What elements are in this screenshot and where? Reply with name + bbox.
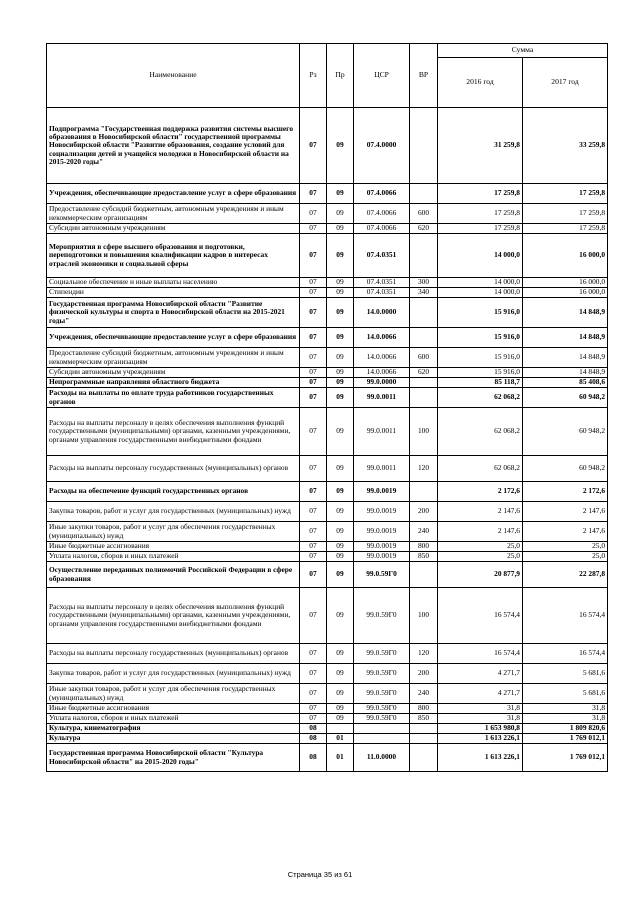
row-sum-2016-cell: 20 877,9: [438, 562, 523, 588]
row-csr-cell: 99.0.59Г0: [354, 714, 410, 724]
row-vr-cell: [410, 328, 438, 348]
row-vr-cell: [410, 298, 438, 328]
row-sum-2016-cell: 17 259,8: [438, 204, 523, 224]
row-rz-cell: 07: [300, 378, 327, 388]
row-sum-2017-cell: 60 948,2: [523, 456, 608, 482]
row-sum-2017-cell: 5 681,6: [523, 684, 608, 704]
row-csr-cell: 99.0.0019: [354, 542, 410, 552]
row-sum-2016-cell: 2 172,6: [438, 482, 523, 502]
header-name: Наименование: [47, 44, 300, 108]
row-rz-cell: 07: [300, 108, 327, 184]
row-sum-2016-cell: 2 147,6: [438, 502, 523, 522]
row-sum-2016-cell: 1 653 980,8: [438, 724, 523, 734]
table-row: [47, 388, 608, 408]
row-sum-2016-cell: 14 000,0: [438, 278, 523, 288]
table-row: [47, 408, 608, 456]
row-pr-cell: 09: [327, 378, 354, 388]
row-rz-cell: 07: [300, 684, 327, 704]
row-rz-cell: 07: [300, 368, 327, 378]
row-csr-cell: 07.4.0351: [354, 234, 410, 278]
row-csr-cell: 99.0.0019: [354, 552, 410, 562]
row-sum-2017-cell: 16 000,0: [523, 278, 608, 288]
row-pr-cell: 09: [327, 552, 354, 562]
row-vr-cell: 100: [410, 588, 438, 644]
row-csr-cell: 99.0.59Г0: [354, 644, 410, 664]
row-sum-2017-cell: 2 147,6: [523, 522, 608, 542]
row-pr-cell: 09: [327, 298, 354, 328]
row-csr-cell: 99.0.0019: [354, 522, 410, 542]
row-pr-cell: 09: [327, 456, 354, 482]
row-vr-cell: 850: [410, 714, 438, 724]
row-name-cell: Предоставление субсидий бюджетным, автономным учреждениям и иным некоммерческим организациям: [47, 204, 300, 224]
row-rz-cell: 07: [300, 348, 327, 368]
row-sum-2017-cell: 16 574,4: [523, 588, 608, 644]
row-name-cell: Иные бюджетные ассигнования: [47, 704, 300, 714]
row-pr-cell: 09: [327, 108, 354, 184]
row-rz-cell: 07: [300, 542, 327, 552]
row-name-cell: Расходы на выплаты персоналу государственных (муниципальных) органов: [47, 644, 300, 664]
row-sum-2016-cell: 14 000,0: [438, 234, 523, 278]
row-name-cell: Субсидии автономным учреждениям: [47, 368, 300, 378]
row-name-cell: Иные закупки товаров, работ и услуг для обеспечения государственных (муниципальных) нужд: [47, 522, 300, 542]
row-vr-cell: 800: [410, 704, 438, 714]
row-sum-2016-cell: 15 916,0: [438, 298, 523, 328]
row-name-cell: Уплата налогов, сборов и иных платежей: [47, 714, 300, 724]
row-name-cell: Государственная программа Новосибирской области "Культура Новосибирской области" на 2015-2020 годы": [47, 744, 300, 772]
row-pr-cell: 09: [327, 482, 354, 502]
row-rz-cell: 07: [300, 522, 327, 542]
table-row: [47, 482, 608, 502]
row-sum-2016-cell: 31,8: [438, 704, 523, 714]
row-vr-cell: [410, 734, 438, 744]
row-pr-cell: 09: [327, 234, 354, 278]
row-csr-cell: 99.0.0019: [354, 502, 410, 522]
row-name-cell: Иные бюджетные ассигнования: [47, 542, 300, 552]
row-pr-cell: 09: [327, 502, 354, 522]
row-sum-2016-cell: 25,0: [438, 542, 523, 552]
row-pr-cell: 09: [327, 562, 354, 588]
row-name-cell: Предоставление субсидий бюджетным, автономным учреждениям и иным некоммерческим организациям: [47, 348, 300, 368]
row-sum-2016-cell: 4 271,7: [438, 684, 523, 704]
row-rz-cell: 07: [300, 328, 327, 348]
page-footer: Страница 35 из 61: [287, 870, 353, 879]
row-vr-cell: 850: [410, 552, 438, 562]
row-vr-cell: 240: [410, 522, 438, 542]
table-row: [47, 184, 608, 204]
row-csr-cell: 99.0.0000: [354, 378, 410, 388]
row-vr-cell: 200: [410, 502, 438, 522]
row-sum-2017-cell: 5 681,6: [523, 664, 608, 684]
row-sum-2017-cell: 14 848,9: [523, 368, 608, 378]
table-row: [47, 588, 608, 644]
row-sum-2016-cell: 1 613 226,1: [438, 744, 523, 772]
table-row: [47, 204, 608, 224]
row-csr-cell: 99.0.0011: [354, 388, 410, 408]
table-row: [47, 704, 608, 714]
row-vr-cell: 240: [410, 684, 438, 704]
header-rz: Рз: [300, 44, 327, 108]
row-csr-cell: 07.4.0066: [354, 184, 410, 204]
row-sum-2017-cell: 14 848,9: [523, 348, 608, 368]
row-pr-cell: 09: [327, 348, 354, 368]
row-rz-cell: 07: [300, 588, 327, 644]
row-rz-cell: 07: [300, 298, 327, 328]
row-sum-2016-cell: 17 259,8: [438, 184, 523, 204]
row-csr-cell: 99.0.59Г0: [354, 588, 410, 644]
row-pr-cell: 09: [327, 204, 354, 224]
row-rz-cell: 07: [300, 388, 327, 408]
header-pr: Пр: [327, 44, 354, 108]
header-sum: Сумма: [438, 44, 608, 58]
row-csr-cell: 99.0.59Г0: [354, 704, 410, 714]
row-pr-cell: [327, 724, 354, 734]
table-body: [47, 108, 608, 772]
row-sum-2016-cell: 15 916,0: [438, 348, 523, 368]
row-rz-cell: 07: [300, 184, 327, 204]
row-sum-2017-cell: 85 408,6: [523, 378, 608, 388]
row-vr-cell: 200: [410, 664, 438, 684]
row-name-cell: Закупка товаров, работ и услуг для государственных (муниципальных) нужд: [47, 664, 300, 684]
row-name-cell: Подпрограмма "Государственная поддержка развития системы высшего образования в Новосибирской области" государственной программы Новосибирской области "Развитие образования, создание условий для социализации детей и учащейся молодежи в Новосибирской области на 2015-2020 годы": [47, 108, 300, 184]
row-name-cell: Непрограммные направления областного бюджета: [47, 378, 300, 388]
row-rz-cell: 07: [300, 704, 327, 714]
row-rz-cell: 07: [300, 714, 327, 724]
table-row: [47, 724, 608, 734]
table-row: [47, 522, 608, 542]
row-pr-cell: 09: [327, 684, 354, 704]
table-row: [47, 278, 608, 288]
row-sum-2016-cell: 62 068,2: [438, 408, 523, 456]
row-sum-2017-cell: 17 259,8: [523, 204, 608, 224]
row-sum-2017-cell: 1 769 012,1: [523, 734, 608, 744]
row-pr-cell: 01: [327, 734, 354, 744]
row-sum-2017-cell: 25,0: [523, 542, 608, 552]
row-sum-2017-cell: 33 259,8: [523, 108, 608, 184]
row-rz-cell: 07: [300, 562, 327, 588]
row-csr-cell: 11.0.0000: [354, 744, 410, 772]
table-row: [47, 714, 608, 724]
row-name-cell: Расходы на выплаты персоналу в целях обеспечения выполнения функций государственными (муниципальными) органами, казенными учреждениями, органами управления государственными внебюджетными фондами: [47, 588, 300, 644]
row-name-cell: Расходы на выплаты персоналу в целях обеспечения выполнения функций государственными (муниципальными) органами, казенными учреждениями, органами управления государственными внебюджетными фондами: [47, 408, 300, 456]
row-vr-cell: [410, 744, 438, 772]
table-row: [47, 502, 608, 522]
row-csr-cell: [354, 734, 410, 744]
row-vr-cell: 600: [410, 348, 438, 368]
row-sum-2017-cell: 31,8: [523, 704, 608, 714]
table-row: [47, 664, 608, 684]
row-csr-cell: 07.4.0066: [354, 224, 410, 234]
row-rz-cell: 07: [300, 408, 327, 456]
row-name-cell: Иные закупки товаров, работ и услуг для обеспечения государственных (муниципальных) нужд: [47, 684, 300, 704]
row-pr-cell: 09: [327, 704, 354, 714]
row-name-cell: Культура: [47, 734, 300, 744]
table-row: [47, 108, 608, 184]
table-row: [47, 562, 608, 588]
row-vr-cell: [410, 184, 438, 204]
row-rz-cell: 07: [300, 502, 327, 522]
row-vr-cell: [410, 724, 438, 734]
row-vr-cell: 600: [410, 204, 438, 224]
row-rz-cell: 07: [300, 204, 327, 224]
header-csr: ЦСР: [354, 44, 410, 108]
row-rz-cell: 07: [300, 234, 327, 278]
row-vr-cell: [410, 234, 438, 278]
row-csr-cell: 99.0.59Г0: [354, 684, 410, 704]
row-name-cell: Государственная программа Новосибирской области "Развитие физической культуры и спорта в Новосибирской области на 2015-2021 годы": [47, 298, 300, 328]
row-pr-cell: 09: [327, 388, 354, 408]
row-pr-cell: 09: [327, 278, 354, 288]
row-name-cell: Культура, кинематография: [47, 724, 300, 734]
row-csr-cell: 07.4.0066: [354, 204, 410, 224]
row-sum-2017-cell: 16 000,0: [523, 234, 608, 278]
row-pr-cell: 09: [327, 644, 354, 664]
row-sum-2016-cell: 62 068,2: [438, 456, 523, 482]
row-pr-cell: 09: [327, 224, 354, 234]
row-name-cell: Расходы на обеспечение функций государственных органов: [47, 482, 300, 502]
header-year-2016: 2016 год: [438, 58, 523, 108]
row-name-cell: Закупка товаров, работ и услуг для государственных (муниципальных) нужд: [47, 502, 300, 522]
header-year-2017: 2017 год: [523, 58, 608, 108]
row-csr-cell: 07.4.0351: [354, 288, 410, 298]
row-sum-2017-cell: 60 948,2: [523, 408, 608, 456]
row-vr-cell: [410, 378, 438, 388]
row-csr-cell: 07.4.0000: [354, 108, 410, 184]
row-pr-cell: 09: [327, 714, 354, 724]
row-sum-2017-cell: 1 769 012,1: [523, 744, 608, 772]
row-sum-2016-cell: 16 574,4: [438, 588, 523, 644]
row-csr-cell: [354, 724, 410, 734]
row-name-cell: Учреждения, обеспечивающие предоставление услуг в сфере образования: [47, 184, 300, 204]
row-csr-cell: 99.0.0019: [354, 482, 410, 502]
row-rz-cell: 07: [300, 664, 327, 684]
row-pr-cell: 09: [327, 588, 354, 644]
row-sum-2016-cell: 62 068,2: [438, 388, 523, 408]
row-name-cell: Учреждения, обеспечивающие предоставление услуг в сфере образования: [47, 328, 300, 348]
row-vr-cell: 120: [410, 456, 438, 482]
row-rz-cell: 07: [300, 552, 327, 562]
row-sum-2016-cell: 31,8: [438, 714, 523, 724]
row-name-cell: Субсидии автономным учреждениям: [47, 224, 300, 234]
row-name-cell: Социальное обеспечение и иные выплаты населению: [47, 278, 300, 288]
row-sum-2016-cell: 85 118,7: [438, 378, 523, 388]
row-csr-cell: 14.0.0066: [354, 328, 410, 348]
row-sum-2016-cell: 14 000,0: [438, 288, 523, 298]
row-vr-cell: 100: [410, 408, 438, 456]
row-sum-2017-cell: 2 172,6: [523, 482, 608, 502]
row-rz-cell: 07: [300, 456, 327, 482]
row-rz-cell: 07: [300, 482, 327, 502]
row-pr-cell: 01: [327, 744, 354, 772]
row-csr-cell: 99.0.0011: [354, 408, 410, 456]
row-vr-cell: 340: [410, 288, 438, 298]
row-rz-cell: 08: [300, 734, 327, 744]
row-sum-2016-cell: 1 613 226,1: [438, 734, 523, 744]
row-name-cell: Расходы на выплаты персоналу государственных (муниципальных) органов: [47, 456, 300, 482]
row-csr-cell: 14.0.0000: [354, 298, 410, 328]
row-sum-2017-cell: 16 574,4: [523, 644, 608, 664]
row-pr-cell: 09: [327, 328, 354, 348]
row-sum-2016-cell: 2 147,6: [438, 522, 523, 542]
table-row: [47, 552, 608, 562]
row-pr-cell: 09: [327, 542, 354, 552]
row-sum-2017-cell: 22 287,8: [523, 562, 608, 588]
row-vr-cell: 620: [410, 224, 438, 234]
row-sum-2016-cell: 15 916,0: [438, 328, 523, 348]
row-csr-cell: 14.0.0066: [354, 368, 410, 378]
row-sum-2016-cell: 16 574,4: [438, 644, 523, 664]
table-row: [47, 298, 608, 328]
table-row: [47, 734, 608, 744]
row-sum-2016-cell: 15 916,0: [438, 368, 523, 378]
row-vr-cell: [410, 562, 438, 588]
row-pr-cell: 09: [327, 522, 354, 542]
budget-table: [46, 43, 608, 772]
table-row: [47, 224, 608, 234]
table-row: [47, 456, 608, 482]
row-rz-cell: 07: [300, 644, 327, 664]
row-name-cell: Осуществление переданных полномочий Российской Федерации в сфере образования: [47, 562, 300, 588]
row-sum-2017-cell: 17 259,8: [523, 224, 608, 234]
row-vr-cell: [410, 108, 438, 184]
row-csr-cell: 07.4.0351: [354, 278, 410, 288]
row-pr-cell: 09: [327, 368, 354, 378]
table-row: [47, 328, 608, 348]
row-sum-2017-cell: 14 848,9: [523, 298, 608, 328]
row-sum-2016-cell: 17 259,8: [438, 224, 523, 234]
table-row: [47, 348, 608, 368]
table-row: [47, 368, 608, 378]
row-pr-cell: 09: [327, 664, 354, 684]
row-name-cell: Мероприятия в сфере высшего образования и подготовки, переподготовки и повышения квалификации кадров в интересах отраслей экономики и социальной сферы: [47, 234, 300, 278]
table-row: [47, 644, 608, 664]
row-csr-cell: 99.0.59Г0: [354, 562, 410, 588]
row-sum-2017-cell: 31,8: [523, 714, 608, 724]
header-vr: ВР: [410, 44, 438, 108]
row-rz-cell: 07: [300, 224, 327, 234]
row-sum-2017-cell: 14 848,9: [523, 328, 608, 348]
row-name-cell: Расходы на выплаты по оплате труда работников государственных органов: [47, 388, 300, 408]
table-row: [47, 378, 608, 388]
row-vr-cell: 800: [410, 542, 438, 552]
row-vr-cell: 620: [410, 368, 438, 378]
row-rz-cell: 07: [300, 278, 327, 288]
row-rz-cell: 07: [300, 288, 327, 298]
row-vr-cell: [410, 482, 438, 502]
row-pr-cell: 09: [327, 184, 354, 204]
row-sum-2017-cell: 25,0: [523, 552, 608, 562]
row-sum-2017-cell: 60 948,2: [523, 388, 608, 408]
row-rz-cell: 08: [300, 744, 327, 772]
table-row: [47, 684, 608, 704]
row-sum-2016-cell: 31 259,8: [438, 108, 523, 184]
table-row: [47, 288, 608, 298]
row-pr-cell: 09: [327, 408, 354, 456]
row-csr-cell: 99.0.0011: [354, 456, 410, 482]
row-vr-cell: 300: [410, 278, 438, 288]
table-row: [47, 234, 608, 278]
row-vr-cell: [410, 388, 438, 408]
table-row: [47, 542, 608, 552]
row-sum-2016-cell: 4 271,7: [438, 664, 523, 684]
row-sum-2016-cell: 25,0: [438, 552, 523, 562]
row-sum-2017-cell: 1 809 820,6: [523, 724, 608, 734]
table-row: [47, 744, 608, 772]
row-name-cell: Уплата налогов, сборов и иных платежей: [47, 552, 300, 562]
row-vr-cell: 120: [410, 644, 438, 664]
row-pr-cell: 09: [327, 288, 354, 298]
row-csr-cell: 99.0.59Г0: [354, 664, 410, 684]
row-sum-2017-cell: 16 000,0: [523, 288, 608, 298]
row-csr-cell: 14.0.0066: [354, 348, 410, 368]
row-name-cell: Стипендии: [47, 288, 300, 298]
row-sum-2017-cell: 17 259,8: [523, 184, 608, 204]
row-rz-cell: 08: [300, 724, 327, 734]
row-sum-2017-cell: 2 147,6: [523, 502, 608, 522]
